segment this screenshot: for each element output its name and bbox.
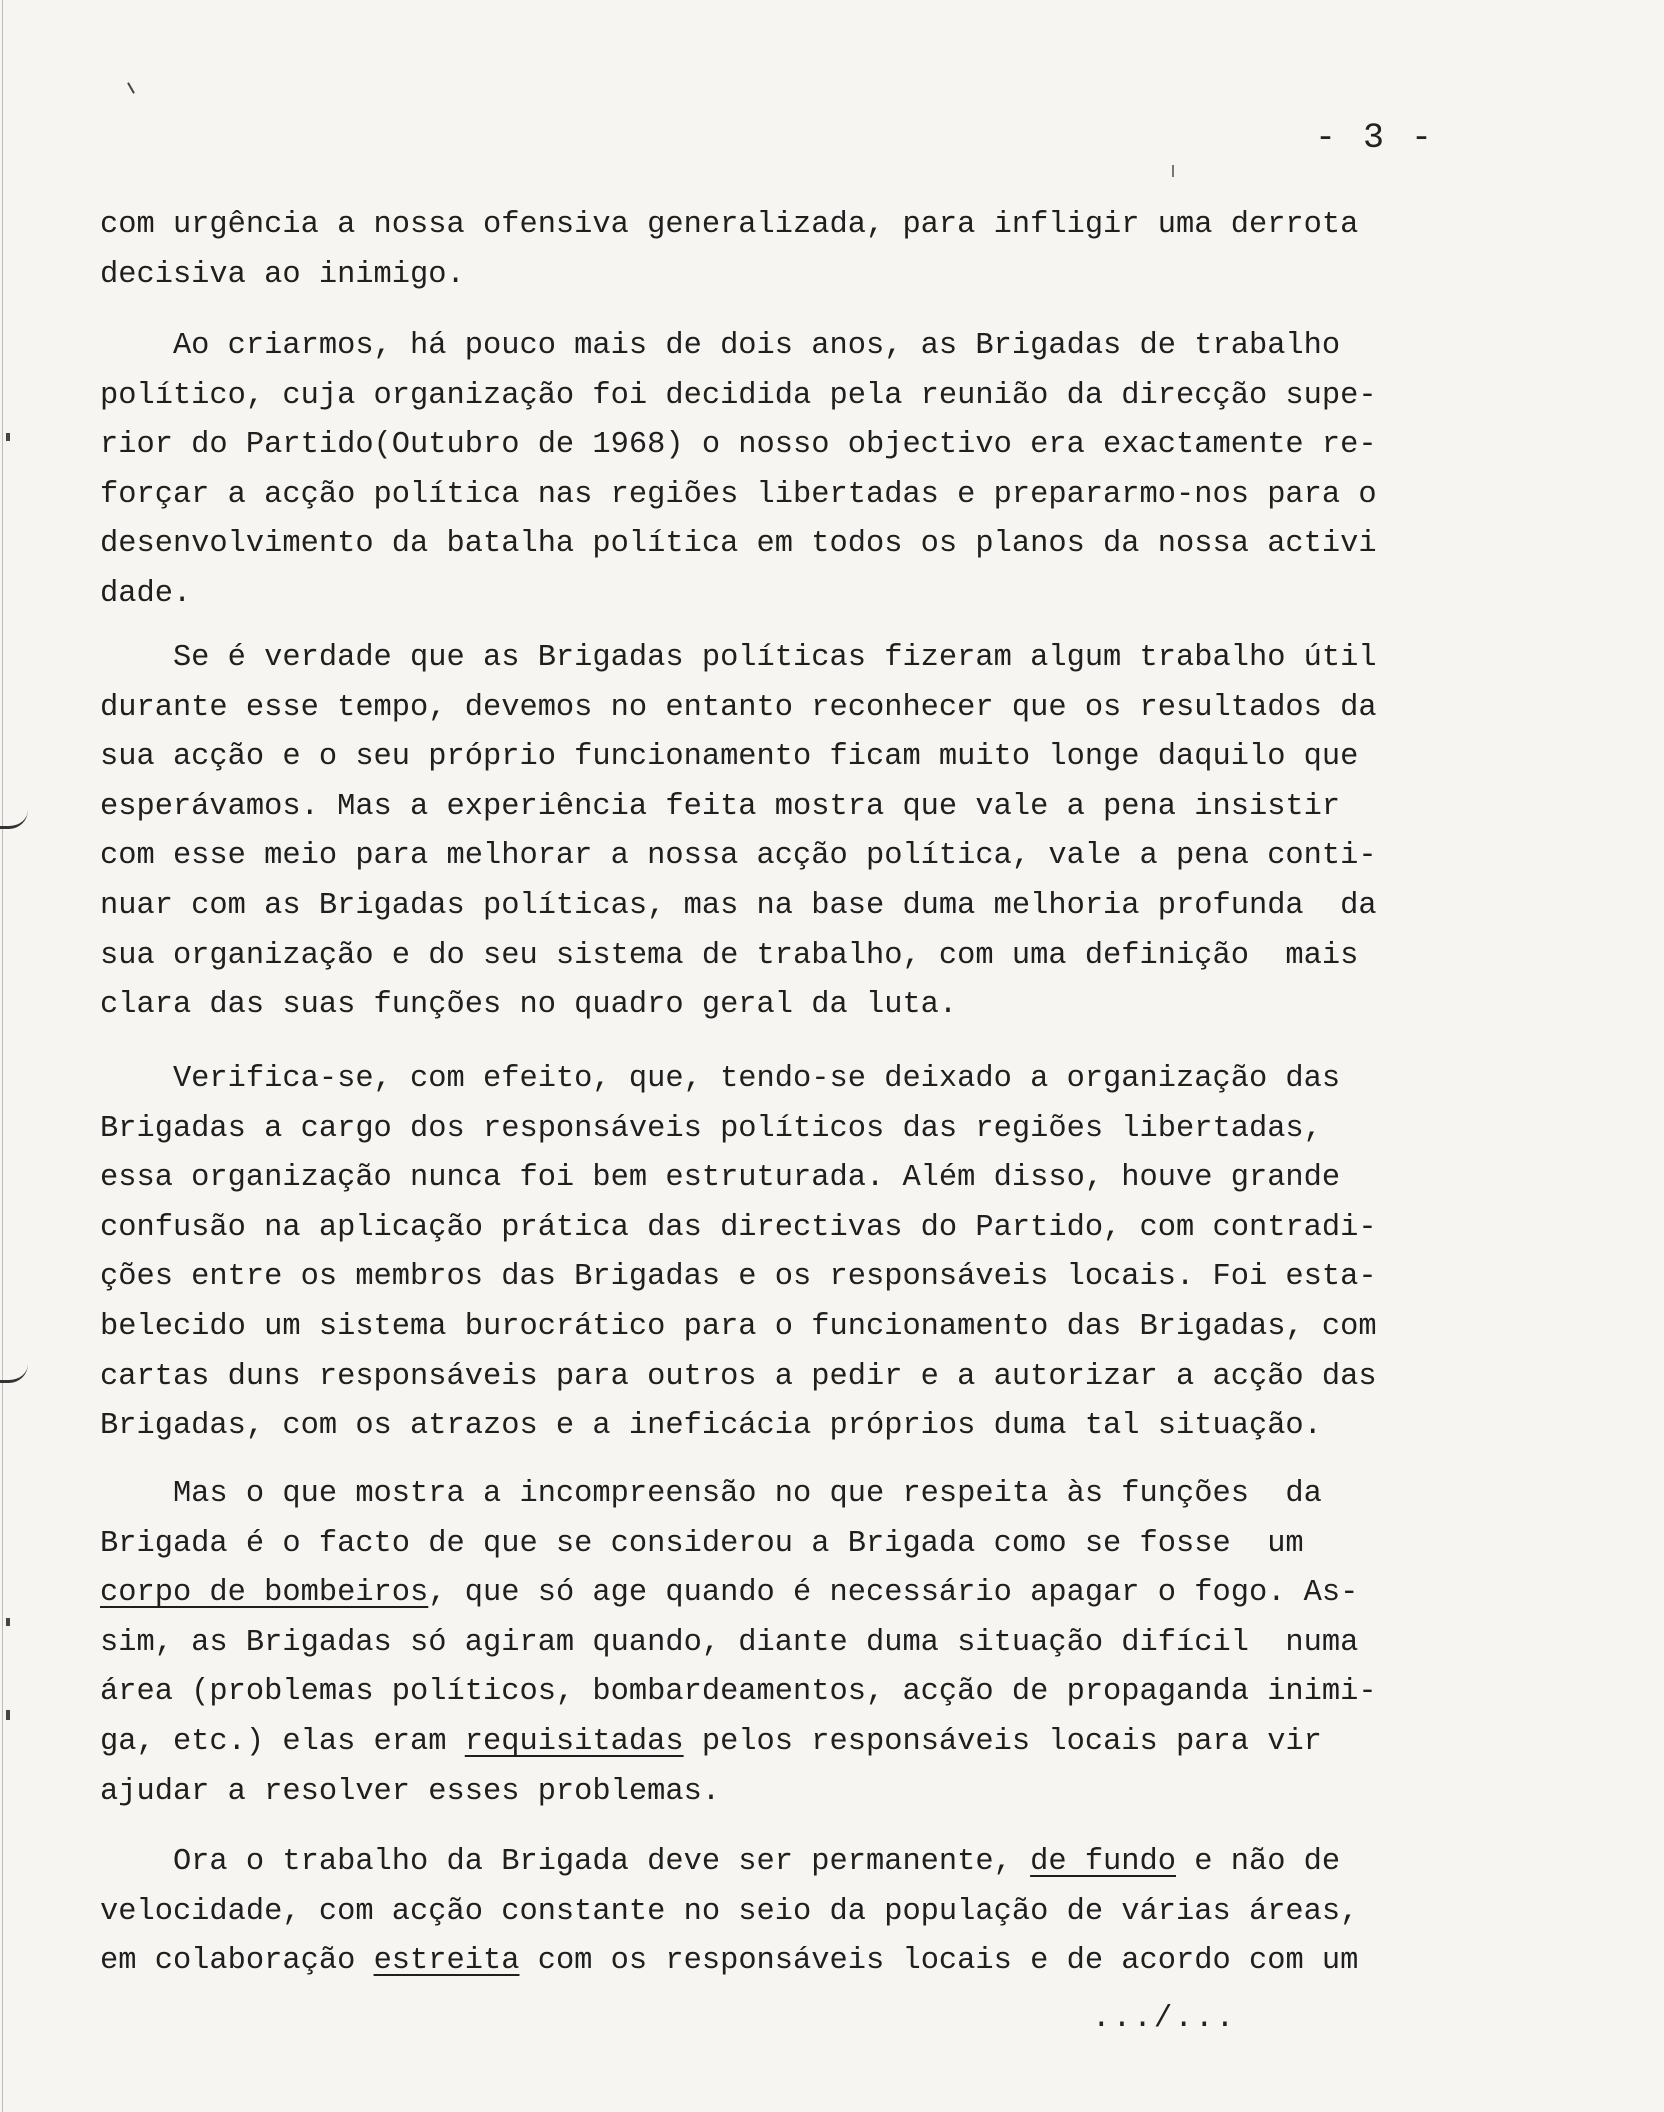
scan-bracket-mark — [0, 810, 28, 829]
text-line: Verifica-se, com efeito, que, tendo-se deixado a organização das — [100, 1062, 1341, 1096]
text-line: em colaboração estreita com os responsáveis locais e de acordo com um — [100, 1944, 1359, 1979]
text-line: Mas o que mostra a incompreensão no que respeita às funções da — [100, 1477, 1322, 1511]
underlined-text: estreita — [373, 1944, 520, 1979]
text-line: corpo de bombeiros, que só age quando é necessário apagar o fogo. As- — [100, 1576, 1359, 1611]
text-line: essa organização nunca foi bem estruturada. Além disso, houve grande — [100, 1161, 1341, 1196]
text-line: ajudar a resolver esses problemas. — [100, 1774, 721, 1809]
text-line: rior do Partido(Outubro de 1968) o nosso objectivo era exactamente re- — [100, 428, 1377, 463]
scan-bracket-mark — [0, 1364, 28, 1383]
text-line: Brigadas, com os atrazos e a ineficácia próprios duma tal situação. — [100, 1409, 1322, 1444]
text-line: Brigada é o facto de que se considerou a Brigada como se fosse um — [100, 1526, 1304, 1561]
text-line: nuar com as Brigadas políticas, mas na base duma melhoria profunda da — [100, 888, 1377, 923]
text-line: esperávamos. Mas a experiência feita mostra que vale a pena insistir — [100, 789, 1341, 824]
text-line: sua acção e o seu próprio funcionamento ficam muito longe daquilo que — [100, 740, 1359, 775]
paragraph — [100, 1470, 1580, 1817]
scan-mark — [1172, 165, 1174, 177]
text-line: político, cuja organização foi decidida pela reunião da direcção supe- — [100, 378, 1377, 413]
text-line: sua organização e do seu sistema de trabalho, com uma definição mais — [100, 938, 1359, 973]
underlined-text: requisitadas — [464, 1724, 684, 1759]
text-line: Ora o trabalho da Brigada deve ser permanente, de fundo e não de — [100, 1845, 1341, 1879]
scan-mark — [6, 433, 10, 441]
text-line: Brigadas a cargo dos responsáveis políticos das regiões libertadas, — [100, 1111, 1322, 1146]
page-number: - 3 - — [1315, 118, 1436, 158]
text-line: durante esse tempo, devemos no entanto reconhecer que os resultados da — [100, 690, 1377, 725]
scan-mark — [127, 82, 135, 93]
text-line: belecido um sistema burocrático para o funcionamento das Brigadas, com — [100, 1309, 1377, 1344]
paragraph — [100, 322, 1580, 620]
text-line: forçar a acção política nas regiões libertadas e prepararmo-nos para o — [100, 477, 1377, 512]
scan-edge-line — [2, 0, 3, 2112]
continuation-marker: .../... — [1092, 2001, 1237, 2036]
text-line: dade. — [100, 576, 192, 611]
text-line: desenvolvimento da batalha política em todos os planos da nossa activi — [100, 527, 1377, 562]
text-line: velocidade, com acção constante no seio da população de várias áreas, — [100, 1894, 1359, 1929]
paragraph — [100, 1838, 1580, 1987]
text-line: Ao criarmos, há pouco mais de dois anos, as Brigadas de trabalho — [100, 329, 1341, 363]
text-line: ções entre os membros das Brigadas e os responsáveis locais. Foi esta- — [100, 1260, 1377, 1295]
underlined-text: de fundo — [1030, 1845, 1177, 1879]
text-line: clara das suas funções no quadro geral da luta. — [100, 988, 958, 1023]
underlined-text: corpo de bombeiros — [100, 1576, 429, 1611]
scan-mark — [6, 1710, 10, 1720]
scan-mark — [6, 1618, 10, 1626]
text-line: sim, as Brigadas só agiram quando, diante duma situação difícil numa — [100, 1625, 1359, 1660]
paragraph — [100, 201, 1580, 300]
paragraph — [100, 1055, 1580, 1452]
paragraph — [100, 634, 1580, 1031]
text-line: ga, etc.) elas eram requisitadas pelos responsáveis locais para vir — [100, 1724, 1322, 1759]
text-line: área (problemas políticos, bombardeamentos, acção de propaganda inimi- — [100, 1675, 1377, 1710]
text-line: Se é verdade que as Brigadas políticas fizeram algum trabalho útil — [100, 641, 1377, 675]
text-line: decisiva ao inimigo. — [100, 257, 465, 292]
text-line: com urgência a nossa ofensiva generalizada, para infligir uma derrota — [100, 208, 1359, 242]
text-line: com esse meio para melhorar a nossa acção política, vale a pena conti- — [100, 839, 1377, 874]
text-line: confusão na aplicação prática das directivas do Partido, com contradi- — [100, 1210, 1377, 1245]
text-line: cartas duns responsáveis para outros a pedir e a autorizar a acção das — [100, 1359, 1377, 1394]
